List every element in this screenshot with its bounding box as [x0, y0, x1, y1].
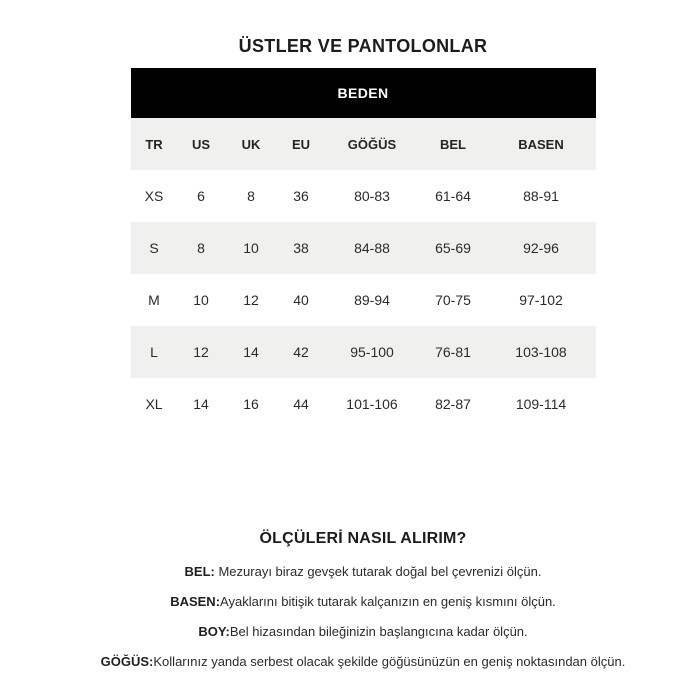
measure-guide-item-basen: [26, 587, 700, 617]
size-cell: 14: [193, 396, 209, 412]
table-header-row: [131, 118, 596, 170]
size-cell: 6: [197, 188, 205, 204]
size-cell: 38: [293, 240, 309, 256]
table-row: [131, 274, 596, 326]
size-cell: 101-106: [346, 396, 398, 412]
size-cell: 80-83: [354, 188, 390, 204]
column-header: BASEN: [518, 136, 564, 152]
size-cell: 8: [247, 188, 255, 204]
measure-label: BOY:: [198, 624, 230, 639]
size-cell: 95-100: [350, 344, 394, 360]
size-cell: 65-69: [435, 240, 471, 256]
measure-guide-item-bel: [26, 557, 700, 587]
column-header: UK: [241, 136, 261, 152]
table-row: [131, 326, 596, 378]
size-cell: 92-96: [523, 240, 559, 256]
size-cell: 61-64: [435, 188, 471, 204]
size-guide-page: [26, 0, 700, 677]
measure-text: Bel hizasından bileğinizin başlangıcına kadar ölçün.: [229, 624, 528, 639]
measure-text: Mezurayı biraz gevşek tutarak doğal bel çevrenizi ölçün.: [214, 564, 542, 579]
measure-guide: [26, 557, 700, 677]
size-cell: 36: [293, 188, 309, 204]
size-cell: 42: [293, 344, 309, 360]
column-header: TR: [145, 136, 163, 152]
column-header: GÖĞÜS: [347, 136, 397, 152]
size-cell: L: [150, 344, 158, 360]
size-cell: 44: [293, 396, 309, 412]
size-cell: 8: [197, 240, 205, 256]
column-header: US: [191, 136, 211, 152]
measure-text: Ayaklarını bitişik tutarak kalçanızın en geniş kısmını ölçün.: [220, 594, 556, 609]
table-row: [131, 222, 596, 274]
size-cell: 88-91: [523, 188, 559, 204]
size-cell: XS: [144, 188, 164, 204]
table-row: [131, 378, 596, 430]
size-cell: 10: [243, 240, 259, 256]
measure-label: BASEN:: [170, 594, 221, 609]
column-header: BEL: [440, 136, 466, 152]
size-cell: 14: [243, 344, 259, 360]
measure-guide-item-boy: [26, 617, 700, 647]
size-cell: 16: [243, 396, 259, 412]
measure-guide-heading: ÖLÇÜLERİ NASIL ALIRIM?: [259, 530, 467, 547]
size-table: [131, 118, 596, 430]
size-cell: XL: [145, 396, 163, 412]
size-cell: 12: [193, 344, 209, 360]
measure-label: BEL:: [184, 564, 215, 579]
size-cell: 97-102: [519, 292, 563, 308]
size-cell: 84-88: [354, 240, 390, 256]
table-body: [131, 170, 596, 430]
size-cell: 40: [293, 292, 309, 308]
size-cell: 109-114: [515, 396, 567, 412]
size-table-box: [131, 68, 596, 430]
measure-guide-item-gogus: [26, 647, 700, 677]
size-cell: 103-108: [515, 344, 567, 360]
size-cell: 12: [243, 292, 259, 308]
measure-text: Kollarınız yanda serbest olacak şekilde göğüsünüzün en geniş noktasından ölçün.: [153, 654, 626, 669]
table-banner: BEDEN: [131, 68, 596, 118]
measure-label: GÖĞÜS:: [100, 654, 154, 669]
size-cell: 70-75: [435, 292, 471, 308]
page-title: ÜSTLER VE PANTOLONLAR: [238, 36, 488, 56]
table-row: [131, 170, 596, 222]
size-cell: 10: [193, 292, 209, 308]
size-cell: 76-81: [435, 344, 471, 360]
size-cell: 82-87: [435, 396, 471, 412]
size-cell: M: [148, 292, 160, 308]
size-cell: 89-94: [354, 292, 390, 308]
size-cell: S: [149, 240, 159, 256]
column-header: EU: [291, 136, 311, 152]
